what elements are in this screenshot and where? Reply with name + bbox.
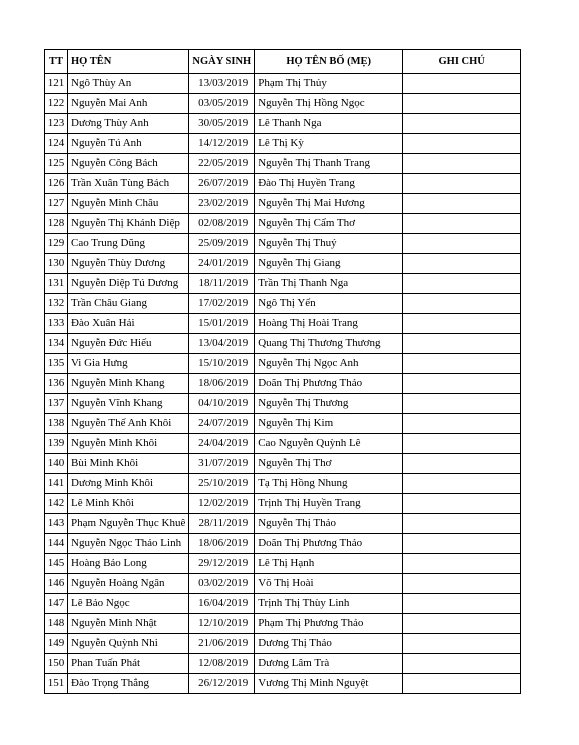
row-name-cell: Nguyễn Thùy Dương bbox=[68, 254, 189, 274]
table-row bbox=[45, 354, 521, 374]
row-name-cell: Nguyễn Thị Khánh Diệp bbox=[68, 214, 189, 234]
row-parent-cell: Phạm Thị Phương Thảo bbox=[255, 614, 403, 634]
row-dob-cell: 23/02/2019 bbox=[189, 194, 255, 214]
row-note-cell bbox=[403, 74, 521, 94]
row-tt-cell: 125 bbox=[45, 154, 68, 174]
row-note-cell bbox=[403, 314, 521, 334]
header-tt: TT bbox=[45, 50, 68, 74]
row-parent-cell: Lê Thị Hạnh bbox=[255, 554, 403, 574]
row-dob-cell: 13/04/2019 bbox=[189, 334, 255, 354]
row-dob-cell: 15/01/2019 bbox=[189, 314, 255, 334]
row-name-cell: Đào Trọng Thắng bbox=[68, 674, 189, 694]
row-parent-cell: Nguyễn Thị Thương bbox=[255, 394, 403, 414]
row-tt-cell: 124 bbox=[45, 134, 68, 154]
row-name-cell: Nguyễn Ngọc Thảo Linh bbox=[68, 534, 189, 554]
row-dob-cell: 15/10/2019 bbox=[189, 354, 255, 374]
table-row bbox=[45, 294, 521, 314]
row-name-cell: Dương Thùy Anh bbox=[68, 114, 189, 134]
row-dob-cell: 21/06/2019 bbox=[189, 634, 255, 654]
row-tt-cell: 149 bbox=[45, 634, 68, 654]
row-dob-cell: 02/08/2019 bbox=[189, 214, 255, 234]
row-note-cell bbox=[403, 574, 521, 594]
row-note-cell bbox=[403, 374, 521, 394]
table-row bbox=[45, 74, 521, 94]
row-name-cell: Lê Minh Khôi bbox=[68, 494, 189, 514]
row-dob-cell: 25/10/2019 bbox=[189, 474, 255, 494]
row-note-cell bbox=[403, 594, 521, 614]
row-note-cell bbox=[403, 674, 521, 694]
row-dob-cell: 29/12/2019 bbox=[189, 554, 255, 574]
row-name-cell: Ngô Thùy An bbox=[68, 74, 189, 94]
row-tt-cell: 141 bbox=[45, 474, 68, 494]
row-parent-cell: Nguyễn Thị Ngọc Anh bbox=[255, 354, 403, 374]
row-tt-cell: 127 bbox=[45, 194, 68, 214]
row-name-cell: Phạm Nguyễn Thục Khuê bbox=[68, 514, 189, 534]
row-name-cell: Nguyễn Tú Anh bbox=[68, 134, 189, 154]
row-tt-cell: 131 bbox=[45, 274, 68, 294]
row-tt-cell: 121 bbox=[45, 74, 68, 94]
row-tt-cell: 129 bbox=[45, 234, 68, 254]
row-dob-cell: 24/04/2019 bbox=[189, 434, 255, 454]
row-tt-cell: 144 bbox=[45, 534, 68, 554]
row-parent-cell: Nguyễn Thị Hồng Ngọc bbox=[255, 94, 403, 114]
row-name-cell: Nguyễn Công Bách bbox=[68, 154, 189, 174]
row-tt-cell: 147 bbox=[45, 594, 68, 614]
row-tt-cell: 145 bbox=[45, 554, 68, 574]
row-parent-cell: Dương Lâm Trà bbox=[255, 654, 403, 674]
row-name-cell: Cao Trung Dũng bbox=[68, 234, 189, 254]
table-row bbox=[45, 674, 521, 694]
row-tt-cell: 126 bbox=[45, 174, 68, 194]
row-note-cell bbox=[403, 234, 521, 254]
row-parent-cell: Nguyễn Thị Thảo bbox=[255, 514, 403, 534]
row-name-cell: Nguyễn Quỳnh Nhi bbox=[68, 634, 189, 654]
table-row bbox=[45, 554, 521, 574]
row-tt-cell: 140 bbox=[45, 454, 68, 474]
row-name-cell: Nguyễn Đức Hiếu bbox=[68, 334, 189, 354]
row-note-cell bbox=[403, 534, 521, 554]
row-parent-cell: Vương Thị Minh Nguyệt bbox=[255, 674, 403, 694]
row-name-cell: Nguyễn Minh Khôi bbox=[68, 434, 189, 454]
row-dob-cell: 18/11/2019 bbox=[189, 274, 255, 294]
row-name-cell: Bùi Minh Khôi bbox=[68, 454, 189, 474]
row-note-cell bbox=[403, 454, 521, 474]
row-dob-cell: 18/06/2019 bbox=[189, 534, 255, 554]
row-note-cell bbox=[403, 474, 521, 494]
table-row bbox=[45, 154, 521, 174]
row-name-cell: Trần Xuân Tùng Bách bbox=[68, 174, 189, 194]
row-name-cell: Trần Châu Giang bbox=[68, 294, 189, 314]
header-dob: NGÀY SINH bbox=[189, 50, 255, 74]
row-name-cell: Nguyễn Hoàng Ngân bbox=[68, 574, 189, 594]
row-name-cell: Nguyễn Thế Anh Khôi bbox=[68, 414, 189, 434]
row-parent-cell: Doãn Thị Phương Thảo bbox=[255, 534, 403, 554]
row-tt-cell: 150 bbox=[45, 654, 68, 674]
row-dob-cell: 04/10/2019 bbox=[189, 394, 255, 414]
table-row bbox=[45, 134, 521, 154]
row-note-cell bbox=[403, 114, 521, 134]
row-dob-cell: 12/02/2019 bbox=[189, 494, 255, 514]
row-note-cell bbox=[403, 394, 521, 414]
student-table bbox=[44, 49, 521, 694]
table-row bbox=[45, 414, 521, 434]
table-row bbox=[45, 254, 521, 274]
row-dob-cell: 17/02/2019 bbox=[189, 294, 255, 314]
table-row bbox=[45, 454, 521, 474]
row-note-cell bbox=[403, 194, 521, 214]
row-note-cell bbox=[403, 214, 521, 234]
row-tt-cell: 130 bbox=[45, 254, 68, 274]
row-note-cell bbox=[403, 154, 521, 174]
row-parent-cell: Trần Thị Thanh Nga bbox=[255, 274, 403, 294]
row-parent-cell: Phạm Thị Thủy bbox=[255, 74, 403, 94]
table-row bbox=[45, 94, 521, 114]
row-dob-cell: 30/05/2019 bbox=[189, 114, 255, 134]
row-parent-cell: Đào Thị Huyền Trang bbox=[255, 174, 403, 194]
row-parent-cell: Nguyễn Thị Giang bbox=[255, 254, 403, 274]
row-parent-cell: Hoàng Thị Hoài Trang bbox=[255, 314, 403, 334]
table-row bbox=[45, 654, 521, 674]
row-tt-cell: 134 bbox=[45, 334, 68, 354]
table-row bbox=[45, 614, 521, 634]
row-tt-cell: 138 bbox=[45, 414, 68, 434]
row-dob-cell: 03/05/2019 bbox=[189, 94, 255, 114]
row-tt-cell: 128 bbox=[45, 214, 68, 234]
row-parent-cell: Trịnh Thị Thùy Linh bbox=[255, 594, 403, 614]
row-name-cell: Lê Bảo Ngọc bbox=[68, 594, 189, 614]
row-name-cell: Phan Tuấn Phát bbox=[68, 654, 189, 674]
row-parent-cell: Ngô Thị Yến bbox=[255, 294, 403, 314]
table-row bbox=[45, 194, 521, 214]
row-parent-cell: Nguyễn Thị Thơ bbox=[255, 454, 403, 474]
row-note-cell bbox=[403, 434, 521, 454]
row-note-cell bbox=[403, 634, 521, 654]
table-row bbox=[45, 114, 521, 134]
row-note-cell bbox=[403, 414, 521, 434]
row-dob-cell: 26/12/2019 bbox=[189, 674, 255, 694]
row-dob-cell: 22/05/2019 bbox=[189, 154, 255, 174]
row-name-cell: Nguyễn Minh Nhật bbox=[68, 614, 189, 634]
row-parent-cell: Tạ Thị Hồng Nhung bbox=[255, 474, 403, 494]
row-parent-cell: Dương Thị Thảo bbox=[255, 634, 403, 654]
row-tt-cell: 123 bbox=[45, 114, 68, 134]
table-row bbox=[45, 634, 521, 654]
row-name-cell: Đào Xuân Hải bbox=[68, 314, 189, 334]
row-parent-cell: Cao Nguyễn Quỳnh Lê bbox=[255, 434, 403, 454]
row-note-cell bbox=[403, 254, 521, 274]
row-dob-cell: 12/10/2019 bbox=[189, 614, 255, 634]
row-parent-cell: Lê Thanh Nga bbox=[255, 114, 403, 134]
row-tt-cell: 132 bbox=[45, 294, 68, 314]
row-dob-cell: 24/01/2019 bbox=[189, 254, 255, 274]
row-tt-cell: 122 bbox=[45, 94, 68, 114]
row-parent-cell: Nguyễn Thị Kim bbox=[255, 414, 403, 434]
row-note-cell bbox=[403, 294, 521, 314]
table-row bbox=[45, 594, 521, 614]
row-parent-cell: Võ Thị Hoài bbox=[255, 574, 403, 594]
table-row bbox=[45, 274, 521, 294]
header-parent: HỌ TÊN BỐ (MẸ) bbox=[255, 50, 403, 74]
table-row bbox=[45, 394, 521, 414]
table-row bbox=[45, 214, 521, 234]
row-dob-cell: 13/03/2019 bbox=[189, 74, 255, 94]
row-dob-cell: 03/02/2019 bbox=[189, 574, 255, 594]
row-parent-cell: Nguyễn Thị Mai Hương bbox=[255, 194, 403, 214]
row-tt-cell: 139 bbox=[45, 434, 68, 454]
row-note-cell bbox=[403, 614, 521, 634]
row-dob-cell: 31/07/2019 bbox=[189, 454, 255, 474]
row-dob-cell: 14/12/2019 bbox=[189, 134, 255, 154]
row-name-cell: Vi Gia Hưng bbox=[68, 354, 189, 374]
header-row bbox=[45, 50, 521, 74]
header-note: GHI CHÚ bbox=[403, 50, 521, 74]
row-dob-cell: 12/08/2019 bbox=[189, 654, 255, 674]
row-name-cell: Nguyễn Minh Châu bbox=[68, 194, 189, 214]
row-dob-cell: 18/06/2019 bbox=[189, 374, 255, 394]
table-row bbox=[45, 434, 521, 454]
row-name-cell: Hoàng Bảo Long bbox=[68, 554, 189, 574]
row-tt-cell: 151 bbox=[45, 674, 68, 694]
row-dob-cell: 24/07/2019 bbox=[189, 414, 255, 434]
row-dob-cell: 16/04/2019 bbox=[189, 594, 255, 614]
row-tt-cell: 133 bbox=[45, 314, 68, 334]
row-parent-cell: Lê Thị Kỳ bbox=[255, 134, 403, 154]
row-tt-cell: 143 bbox=[45, 514, 68, 534]
row-note-cell bbox=[403, 334, 521, 354]
row-parent-cell: Nguyễn Thị Thanh Trang bbox=[255, 154, 403, 174]
row-note-cell bbox=[403, 514, 521, 534]
row-parent-cell: Nguyễn Thị Thuý bbox=[255, 234, 403, 254]
row-note-cell bbox=[403, 94, 521, 114]
row-tt-cell: 148 bbox=[45, 614, 68, 634]
row-dob-cell: 28/11/2019 bbox=[189, 514, 255, 534]
row-tt-cell: 136 bbox=[45, 374, 68, 394]
table-row bbox=[45, 574, 521, 594]
row-tt-cell: 146 bbox=[45, 574, 68, 594]
table-row bbox=[45, 514, 521, 534]
row-dob-cell: 26/07/2019 bbox=[189, 174, 255, 194]
table-row bbox=[45, 314, 521, 334]
row-note-cell bbox=[403, 654, 521, 674]
row-name-cell: Dương Minh Khôi bbox=[68, 474, 189, 494]
row-note-cell bbox=[403, 354, 521, 374]
row-note-cell bbox=[403, 494, 521, 514]
row-name-cell: Nguyễn Vĩnh Khang bbox=[68, 394, 189, 414]
table-row bbox=[45, 374, 521, 394]
row-name-cell: Nguyễn Diệp Tú Dương bbox=[68, 274, 189, 294]
table-row bbox=[45, 494, 521, 514]
row-tt-cell: 135 bbox=[45, 354, 68, 374]
row-note-cell bbox=[403, 174, 521, 194]
row-dob-cell: 25/09/2019 bbox=[189, 234, 255, 254]
row-note-cell bbox=[403, 274, 521, 294]
table-row bbox=[45, 174, 521, 194]
row-parent-cell: Nguyễn Thị Cẩm Thơ bbox=[255, 214, 403, 234]
row-note-cell bbox=[403, 134, 521, 154]
row-tt-cell: 142 bbox=[45, 494, 68, 514]
row-tt-cell: 137 bbox=[45, 394, 68, 414]
row-parent-cell: Quang Thị Thương Thương bbox=[255, 334, 403, 354]
table-row bbox=[45, 474, 521, 494]
table-row bbox=[45, 334, 521, 354]
table-row bbox=[45, 234, 521, 254]
header-name: HỌ TÊN bbox=[68, 50, 189, 74]
table-row bbox=[45, 534, 521, 554]
row-note-cell bbox=[403, 554, 521, 574]
row-parent-cell: Trịnh Thị Huyền Trang bbox=[255, 494, 403, 514]
row-name-cell: Nguyễn Mai Anh bbox=[68, 94, 189, 114]
row-parent-cell: Doãn Thị Phương Thảo bbox=[255, 374, 403, 394]
row-name-cell: Nguyễn Minh Khang bbox=[68, 374, 189, 394]
